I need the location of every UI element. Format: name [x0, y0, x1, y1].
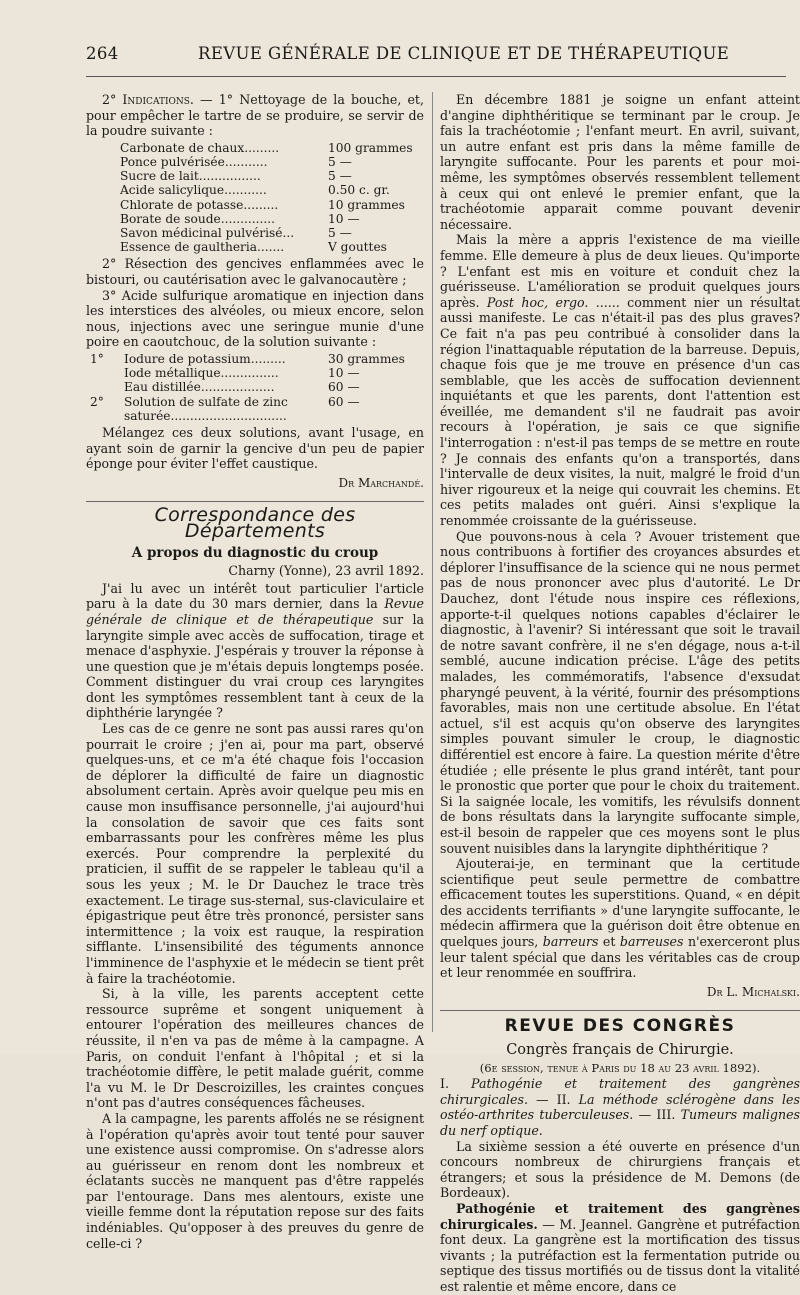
recipe-ingredient: Savon médicinal pulvérisé... — [120, 226, 295, 240]
letter-paragraph-5: En décembre 1881 je soigne un enfant atteint d'angine diphthéritique se terminant par le croup. Je fais la trachéotomie ; l'enfant meurt. En avril, suivant, un autre enfant est pris dans la même famille de laryngite suffocante. Pour les parents et pour moi-même, les symptômes observés ressemblent tellement à ceux qui ont enlevé le premier enfant, que la trachéotomie apparait comme pouvant devenir nécessaire. — [440, 92, 800, 232]
italic-term: barreuses — [619, 934, 684, 950]
recipe-row — [86, 380, 424, 394]
letter-paragraph-8 — [440, 856, 800, 981]
recipe-row — [86, 352, 424, 366]
recipe-quantity: 60 — — [328, 394, 360, 409]
recipe-quantity: 60 — — [328, 380, 360, 395]
powder-recipe — [120, 141, 424, 255]
recipe-row — [120, 155, 424, 169]
recipe-ingredient: Essence de gaultheria....... — [120, 240, 285, 255]
header-rule — [86, 76, 786, 77]
text-run: et — [598, 934, 620, 950]
section-divider — [440, 1010, 800, 1011]
congress-subtitle: Congrès français de Chirurgie. — [506, 1042, 734, 1059]
recipe-ingredient: Chlorate de potasse......... — [120, 197, 279, 212]
solution-recipe — [86, 352, 424, 423]
signature-michalski: Dr L. Michalski. — [706, 984, 800, 999]
letter-paragraph-1 — [86, 581, 424, 721]
recipe-row — [120, 141, 424, 155]
italic-term: barreurs — [542, 934, 599, 950]
recipe-row — [120, 198, 424, 212]
resection-paragraph: 2° Résection des gencives enflammées avec le bistouri, ou cautérisation avec le galvanocautère ; — [86, 256, 424, 287]
recipe-row — [120, 169, 424, 183]
recipe-quantity: 10 grammes — [328, 197, 405, 212]
recipe-quantity: 10 — — [328, 366, 360, 381]
recipe-row — [120, 212, 424, 226]
recipe-quantity: 100 grammes — [328, 140, 413, 155]
latin-phrase: Post hoc, ergo. ...... — [486, 294, 620, 310]
journal-reference: Revue générale de clinique et de thérapeutique — [86, 596, 424, 627]
column-divider — [432, 92, 433, 1032]
indications-text: 1° Nettoyage de la bouche, et, pour empêcher le tartre de se produire, se servir de la poudre suivante : — [86, 92, 424, 139]
recipe-ingredient: Solution de sulfate de zinc saturée.............................. — [124, 394, 288, 423]
text-run: Mais la mère a appris l'existence de ma vieille femme. Elle demeure à plus de deux lieues. Qu'importe ? L'enfant est mis en voiture et conduit chez la guérisseuse. L'amélioration se produit quelques jours après. — [440, 232, 800, 310]
left-column — [86, 92, 424, 1251]
session-line: (6e session, tenue à Paris du 18 au 23 avril 1892). — [479, 1060, 761, 1075]
toc-number: — III. — [633, 1107, 681, 1123]
toc-item: La méthode sclérogène dans les ostéo-arthrites tuberculeuses. — [440, 1091, 800, 1123]
congress-contents — [440, 1076, 800, 1138]
recipe-ingredient: Iodure de potassium......... — [124, 351, 286, 366]
section-divider — [86, 501, 424, 502]
recipe-ingredient: Ponce pulvérisée........... — [120, 154, 268, 169]
congress-section-title: REVUE DES CONGRÈS — [504, 1016, 736, 1037]
recipe-quantity: 0.50 c. gr. — [328, 183, 390, 198]
journal-title: REVUE GÉNÉRALE DE CLINIQUE ET DE THÉRAPEUTIQUE — [198, 44, 730, 63]
recipe-row — [86, 395, 424, 423]
recipe-number — [86, 380, 124, 394]
mixing-paragraph: Mélangez ces deux solutions, avant l'usage, en ayant soin de garnir la gencive d'un peu de papier éponge pour éviter l'effet caustique. — [86, 424, 424, 472]
right-column — [440, 92, 800, 1295]
indications-paragraph — [86, 92, 424, 139]
article-title: A propos du diagnostic du croup — [131, 544, 379, 561]
recipe-row — [86, 366, 424, 380]
letter-paragraph-2: Les cas de ce genre ne sont pas aussi rares qu'on pourrait le croire ; j'en ai, pour ma part, observé quelques-uns, et ce m'a été chaque fois l'occasion de déplorer la difficulté de faire un diagnostic absolument certain. Après avoir quelque peu mis en cause mon insuffisance personnelle, j'ai aujourd'hui la consolation de savoir que ces faits sont embarrassants pour les confrères même les plus exercés. Pour comprendre la perplexité du praticien, il suffit de se rappeler le tableau qu'il a sous les yeux ; M. le Dr Dauchez le trace très exactement. Le tirage sus-sternal, sus-claviculaire et épigastrique peut être très prononcé, persister sans intermittence ; la voix est rauque, la respiration sifflante. L'insensibilité des téguments annonce l'imminence de l'asphyxie et le médecin se tient prêt à faire la trachéotomie. — [86, 721, 424, 986]
subsection-heading: Pathogénie et traitement des gangrènes chirurgicales. — [440, 1200, 800, 1232]
page-number: 264 — [86, 44, 119, 63]
recipe-number: 1° — [90, 351, 104, 366]
text-run: n'exerceront plus leur talent spécial que dans les véritables cas de croup et leur renommée en souffrira. — [440, 934, 800, 981]
section-title: Correspondance des Départements — [154, 504, 356, 542]
toc-number: I. — [440, 1076, 472, 1092]
signature-marchande: Dr Marchandé. — [338, 475, 424, 490]
letter-paragraph-7: Que pouvons-nous à cela ? Avouer tristement que nous contribuons à fortifier des croyances absurdes et déplorer l'insuffisance de la science qui ne nous permet pas de nous prononcer avec plus d'autorité. Le Dr Dauchez, dont l'étude nous inspire ces réflexions, apporte-t-il quelques notions capables d'éclairer le diagnostic, à l'avenir? Si intéressant que soit le travail de notre savant confrère, il ne s'en dégage, nous a-t-il semblé, aucune indication précise. L'âge des petits malades, les commémoratifs, l'absence d'exsudat pharyngé peuvent, à la vérité, fournir des présomptions favorables, mais non une certitude absolue. En l'état actuel, s'il est acquis qu'on observe des laryngites simples pouvant simuler le croup, le diagnostic différentiel est encore à faire. La question mérite d'être étudiée ; elle présente le plus grand intérêt, tant pour le pronostic que porter que pour le choix du traitement. Si la saignée locale, les vomitifs, les révulsifs donnent de bons résultats dans la laryngite suffocante simple, est-il besoin de rappeler que ces moyens sont le plus souvent nuisibles dans la laryngite diphthéritique ? — [440, 528, 800, 856]
recipe-ingredient: Eau distillée................... — [124, 380, 275, 395]
recipe-row — [120, 183, 424, 197]
congress-paragraph-1: La sixième session a été ouverte en présence d'un concours nombreux de chirurgiens français et étrangers; et sous la présidence de M. Demons (de Bordeaux). — [440, 1138, 800, 1201]
toc-number: — II. — [535, 1091, 579, 1107]
recipe-quantity: 5 — — [328, 169, 352, 184]
text-run: sur la laryngite simple avec accès de suffocation, tirage et menace d'asphyxie. J'espérais y trouver la réponse à une question que je m'étais depuis longtemps posée. Comment distinguer du vrai croup ces laryngites dont les symptômes ressemblent tant à ceux de la diphthérie laryngée ? — [86, 611, 425, 721]
recipe-ingredient: Borate de soude.............. — [120, 211, 275, 226]
recipe-ingredient: Sucre de lait................ — [120, 169, 261, 184]
recipe-ingredient: Iode métallique............... — [124, 366, 279, 381]
letter-paragraph-4: A la campagne, les parents affolés ne se résignent à l'opération qu'après avoir tout tenté pour sauver une existence aussi compromise. On s'adresse alors au guérisseur en renom dont les nombreux et éclatants succès ne manquent pas d'être rappelés par l'entourage. Dans mes alentours, existe une vieille femme dont la réputation repose sur des faits indéniables. Qu'opposer à des preuves du genre de celle-ci ? — [86, 1110, 424, 1251]
recipe-number — [86, 366, 124, 380]
text-run: — M. Jeannel. Gangrène et putréfaction font deux. La gangrène est la mortification des tissus vivants ; la putréfaction est la fermentation putride ou septique des tissus mortifiés ou de tissus dont la vitalité est ralentie et même encore, dans ce — [440, 1216, 800, 1294]
dateline: Charny (Yonne), 23 avril 1892. — [228, 563, 424, 579]
recipe-row — [120, 226, 424, 240]
recipe-ingredient: Carbonate de chaux......... — [120, 140, 280, 155]
indications-lead: 2° Indications. — — [102, 92, 219, 107]
recipe-quantity: 30 grammes — [328, 351, 405, 366]
recipe-number: 2° — [90, 394, 104, 409]
recipe-quantity: 5 — — [328, 154, 352, 169]
recipe-quantity: 5 — — [328, 226, 352, 240]
letter-paragraph-6 — [440, 232, 800, 528]
recipe-quantity: 10 — — [328, 211, 360, 226]
recipe-row — [120, 240, 424, 254]
text-run: comment nier un résultat aussi manifeste. Le cas n'était-il pas des plus graves? Ce fait n'a pas peu contribué à consolider dans la région l'inattaquable réputation de la barreuse. Depuis, chaque fois que je me trouve en présence d'un cas semblable, que les accès de suffocation deviennent inquiétants et que les parents, dont l'attention est éveillée, me demandent s'il ne faudrait pas avoir recours à l'opération, je sais ce que signifie l'interrogation : n'est-il pas temps de se mettre en route ? Je connais des enfants qu'on a transportés, dans l'intervalle de deux visites, la nuit, malgré le froid d'un hiver rigoureux et la neige qui couvrait les chemins. Et ces petits malades ont guéri. Ainsi s'explique la renommée croissante de la guérisseuse. — [440, 294, 800, 529]
recipe-ingredient: Acide salicylique........... — [120, 183, 267, 198]
text-run: Ajouterai-je, en terminant que la certitude scientifique peut seule permettre de combattre efficacement toutes les superstitions. Quand, « en dépit des accidents terrifiants » d'une laryngite suffocante, le médecin affirmera que la guérison doit être obtenue en quelques jours, — [440, 856, 800, 950]
toc-item: Tumeurs malignes du nerf optique. — [440, 1107, 800, 1138]
recipe-quantity: V gouttes — [328, 240, 387, 255]
acid-paragraph: 3° Acide sulfurique aromatique en injection dans les interstices des alvéoles, ou mieux encore, selon nous, injections avec une seringue munie d'une poire en caoutchouc, de la solution suivante : — [86, 287, 424, 350]
toc-item: Pathogénie et traitement des gangrènes chirurgicales. — [440, 1076, 800, 1107]
text-run: J'ai lu avec un intérêt tout particulier l'article paru à la date du 30 mars dernier, dans la — [86, 580, 424, 612]
congress-paragraph-2 — [440, 1201, 800, 1295]
letter-paragraph-3: Si, à la ville, les parents acceptent cette ressource suprême et songent uniquement à entourer l'opération des meilleures chances de réussite, il n'en va pas de même à la campagne. A Paris, on conduit l'enfant à l'hôpital ; et si la trachéotomie diffère, le petit malade guérit, comme l'a vu M. le Dr Descroizilles, les craintes conçues n'ont pas d'autres conséquences fâcheuses. — [86, 986, 424, 1111]
